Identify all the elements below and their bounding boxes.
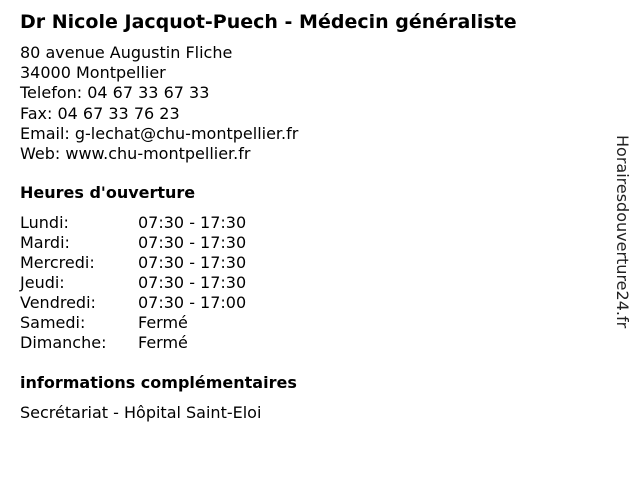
- additional-info-text: Secrétariat - Hôpital Saint-Eloi: [20, 403, 262, 422]
- day-label: Vendredi:: [20, 293, 96, 312]
- day-label: Lundi:: [20, 213, 69, 232]
- email-address: Email: g-lechat@chu-montpellier.fr: [20, 123, 299, 143]
- fax-number: Fax: 04 67 33 76 23: [20, 103, 180, 123]
- day-label: Samedi:: [20, 313, 86, 332]
- street-address: 80 avenue Augustin Fliche: [20, 43, 233, 62]
- day-label: Jeudi:: [20, 273, 65, 292]
- hours-value: 07:30 - 17:00: [138, 293, 247, 312]
- contact-block: [20, 43, 298, 164]
- hours-value: 07:30 - 17:30: [138, 273, 247, 292]
- website: Web: www.chu-montpellier.fr: [20, 143, 251, 163]
- phone-number: Telefon: 04 67 33 67 33: [20, 83, 210, 103]
- city-postal: 34000 Montpellier: [20, 63, 166, 83]
- day-label: Mercredi:: [20, 253, 95, 272]
- additional-info-heading: informations complémentaires: [20, 373, 297, 392]
- hours-value: 07:30 - 17:30: [138, 233, 247, 252]
- site-watermark: Horairesdouverture24.fr: [613, 135, 632, 329]
- page-title: Dr Nicole Jacquot-Puech - Médecin généraliste: [20, 11, 517, 33]
- hours-value: 07:30 - 17:30: [138, 213, 247, 232]
- day-label: Dimanche:: [20, 333, 107, 352]
- day-label: Mardi:: [20, 233, 70, 252]
- hours-value: 07:30 - 17:30: [138, 253, 247, 272]
- hours-value: Fermé: [138, 333, 188, 352]
- opening-hours-heading: Heures d'ouverture: [20, 183, 196, 202]
- hours-value: Fermé: [138, 313, 188, 332]
